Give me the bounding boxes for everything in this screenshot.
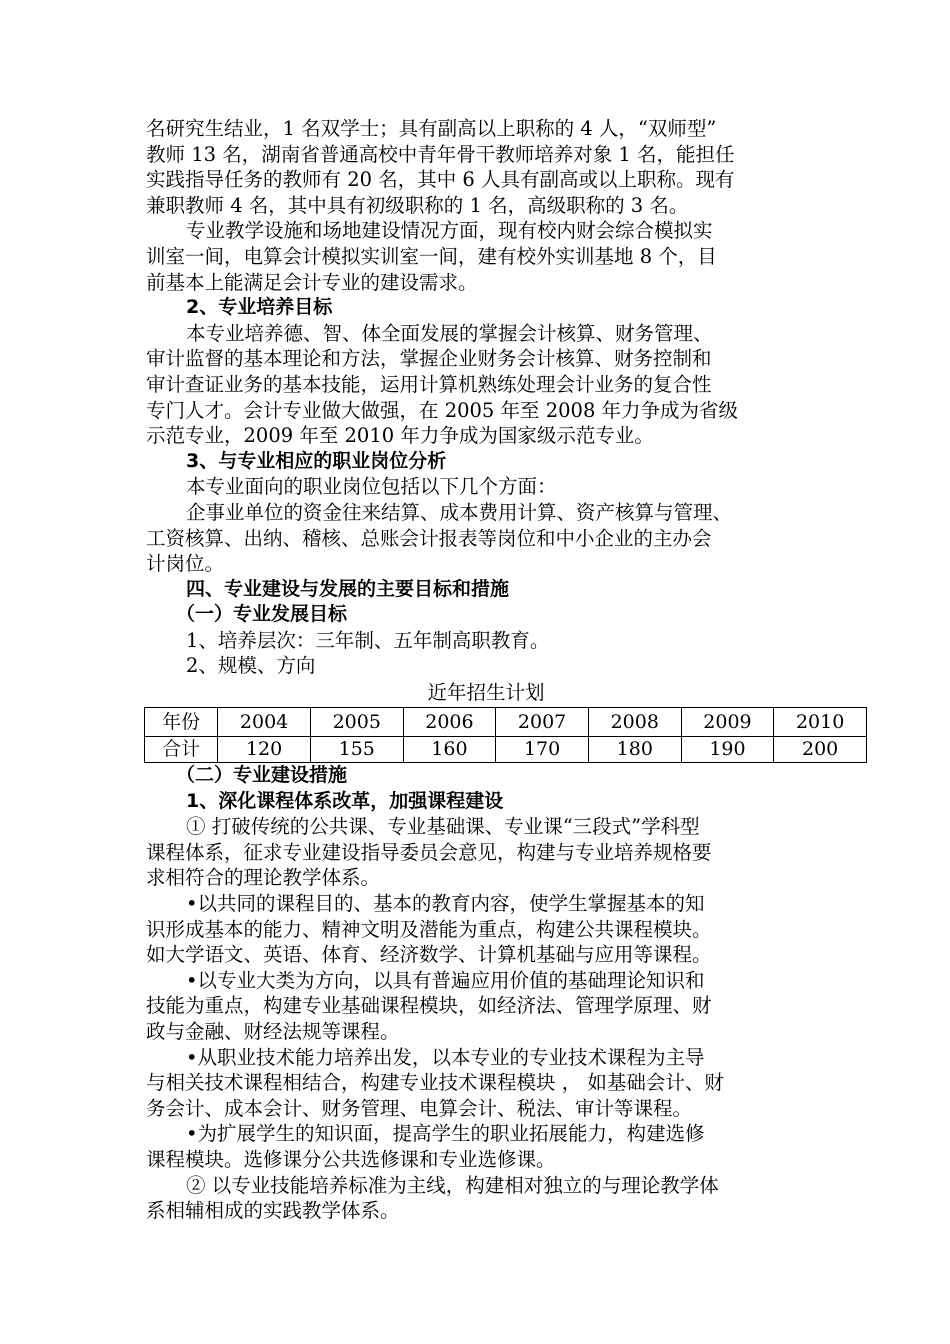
table-cell: 170 [496, 737, 589, 763]
section-heading: 1、深化课程体系改革，加强课程建设 [186, 789, 504, 812]
text-line: 本专业面向的职业岗位包括以下几个方面： [186, 475, 557, 499]
table-header-cell: 年份 [145, 708, 218, 737]
text-line: 课程体系，征求专业建设指导委员会意见，构建与专业培养规格要 [146, 840, 712, 864]
table-cell: 190 [681, 737, 774, 763]
text-line: 专业教学设施和场地建设情况方面，现有校内财会综合模拟实 [186, 219, 713, 243]
text-line: 如大学语文、英语、体育、经济数学、计算机基础与应用等课程。 [146, 943, 712, 967]
table-cell: 2007 [496, 708, 589, 737]
text-line: 系相辅相成的实践教学体系。 [146, 1199, 400, 1223]
text-line: 课程模块。选修课分公共选修课和专业选修课。 [146, 1147, 556, 1171]
text-line: 工资核算、出纳、稽核、总账会计报表等岗位和中小企业的主办会 [146, 526, 712, 550]
bullet-item: •以共同的课程目的、基本的教育内容，使学生掌握基本的知 [186, 892, 705, 916]
list-item: 1、培养层次：三年制、五年制高职教育。 [186, 628, 550, 652]
bullet-item: •为扩展学生的知识面，提高学生的职业拓展能力，构建选修 [186, 1122, 705, 1146]
subsection-heading: （二）专业建设措施 [176, 764, 348, 787]
text-line: 计岗位。 [146, 552, 225, 576]
text-line: 识形成基本的能力、精神文明及潜能为重点，构建公共课程模块。 [146, 917, 712, 941]
table-cell: 200 [774, 737, 867, 763]
text-line: ① 打破传统的公共课、专业基础课、专业课“三段式”学科型 [186, 815, 700, 839]
table-cell: 2008 [588, 708, 681, 737]
text-line: 专门人才。会计专业做大做强，在 2005 年至 2008 年力争成为省级 [146, 398, 739, 422]
text-line: 实践指导任务的教师有 20 名，其中 6 人具有副高或以上职称。现有 [146, 168, 735, 192]
text-line: ② 以专业技能培养标准为主线，构建相对独立的与理论教学体 [186, 1173, 719, 1197]
table-cell: 155 [310, 737, 403, 763]
table-cell: 2006 [403, 708, 496, 737]
table-caption: 近年招生计划 [427, 681, 545, 705]
table-cell: 2004 [218, 708, 311, 737]
text-line: 兼职教师 4 名，其中具有初级职称的 1 名，高级职称的 3 名。 [146, 193, 689, 217]
enrollment-plan-table [144, 707, 867, 763]
section-heading: 3、与专业相应的职业岗位分析 [186, 449, 447, 472]
text-line: 训室一间，电算会计模拟实训室一间，建有校外实训基地 8 个，目 [146, 244, 717, 268]
text-line: 审计监督的基本理论和方法，掌握企业财务会计核算、财务控制和 [146, 347, 712, 371]
table-row [145, 708, 867, 737]
section-heading: 2、专业培养目标 [186, 296, 333, 319]
table-cell: 2005 [310, 708, 403, 737]
chapter-heading: 四、专业建设与发展的主要目标和措施 [186, 577, 510, 600]
text-line: 审计查证业务的基本技能，运用计算机熟练处理会计业务的复合性 [146, 372, 712, 396]
table-cell: 120 [218, 737, 311, 763]
text-line: 前基本上能满足会计专业的建设需求。 [146, 270, 478, 294]
table-cell: 180 [588, 737, 681, 763]
subsection-heading: （一）专业发展目标 [176, 603, 348, 626]
text-line: 求相符合的理论教学体系。 [146, 866, 381, 890]
text-line: 与相关技术课程相结合，构建专业技术课程模块 ， 如基础会计、财 [146, 1071, 724, 1095]
bullet-item: •以专业大类为方向，以具有普遍应用价值的基础理论知识和 [186, 968, 705, 992]
text-line: 名研究生结业，1 名双学士；具有副高以上职称的 4 人，“双师型” [146, 117, 717, 140]
text-line: 企事业单位的资金往来结算、成本费用计算、资产核算与管理、 [186, 500, 733, 524]
table-row [145, 737, 867, 763]
text-line: 示范专业，2009 年至 2010 年力争成为国家级示范专业。 [146, 424, 654, 448]
list-item: 2、规模、方向 [186, 654, 316, 678]
bullet-item: •从职业技术能力培养出发，以本专业的专业技术课程为主导 [186, 1045, 705, 1069]
text-line: 本专业培养德、智、体全面发展的掌握会计核算、财务管理、 [186, 321, 713, 345]
table-cell: 160 [403, 737, 496, 763]
text-line: 教师 13 名，湖南省普通高校中青年骨干教师培养对象 1 名，能担任 [146, 142, 735, 166]
table-cell: 2009 [681, 708, 774, 737]
document-body [146, 116, 845, 1224]
table-cell: 2010 [774, 708, 867, 737]
table-header-cell: 合计 [145, 737, 218, 763]
text-line: 务会计、成本会计、财务管理、电算会计、税法、审计等课程。 [146, 1096, 693, 1120]
text-line: 政与金融、财经法规等课程。 [146, 1020, 400, 1043]
text-line: 技能为重点，构建专业基础课程模块，如经济法、管理学原理、财 [146, 994, 712, 1018]
